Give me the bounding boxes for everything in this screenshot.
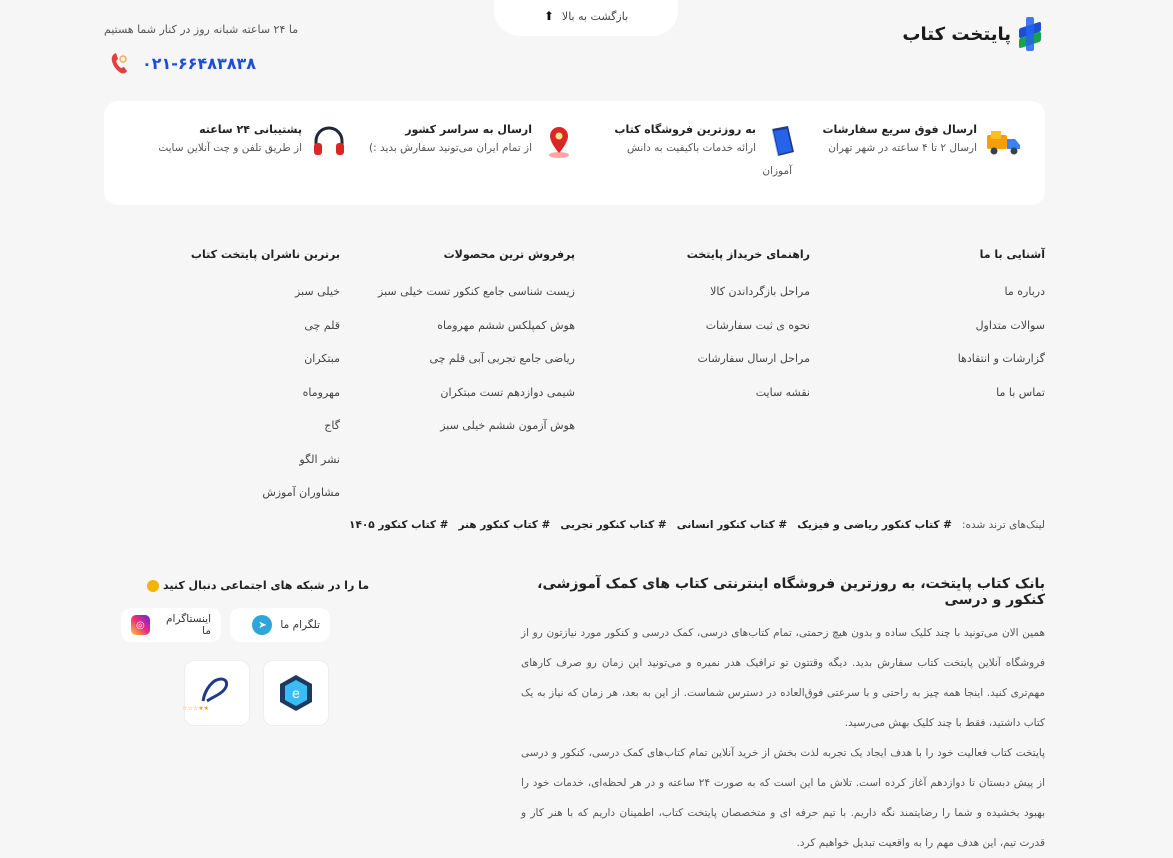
footer-link[interactable]: قلم چی <box>304 318 340 332</box>
trending-links <box>349 519 1045 531</box>
footer-link[interactable]: مراحل بازگرداندن کالا <box>710 285 810 298</box>
footer-link[interactable]: ریاضی جامع تجربی آبی قلم چی <box>429 352 575 365</box>
feature-updated-store <box>614 123 802 177</box>
instagram-icon: ◎ <box>131 615 150 635</box>
enamad-trust-badge[interactable] <box>263 660 329 726</box>
trending-tag[interactable]: # کتاب کنکور تجربی <box>560 519 667 531</box>
footer-link[interactable]: گاج <box>324 419 340 432</box>
footer-link[interactable]: خیلی سبز <box>294 285 340 298</box>
footer-col-bestsellers <box>378 248 575 443</box>
instagram-button[interactable] <box>121 608 221 642</box>
features-box <box>104 101 1045 205</box>
social-title <box>147 579 369 592</box>
footer-col-about <box>958 248 1045 409</box>
social-title-text: ما را در شبکه های اجتماعی دنبال کنید <box>163 579 370 592</box>
samandehi-logo-icon <box>182 673 239 713</box>
trending-tag[interactable]: # کتاب کنکور ریاضی و فیزیک <box>797 519 952 531</box>
feature-desc-cont: آموزان <box>762 165 792 177</box>
footer-link[interactable]: مهروماه <box>302 385 340 399</box>
headphones-icon <box>310 123 348 161</box>
footer-link[interactable]: مشاوران آموزش <box>262 486 340 499</box>
footer-link[interactable]: مراحل ارسال سفارشات <box>697 352 810 365</box>
footer-col-publishers <box>191 248 340 510</box>
phone-number: ۰۲۱-۶۶۴۸۳۸۳۸ <box>142 53 257 73</box>
feature-nationwide <box>369 123 578 161</box>
trending-tag[interactable]: # کتاب کنکور ۱۴۰۵ <box>349 519 449 531</box>
book-icon <box>764 123 802 161</box>
truck-icon <box>985 123 1023 161</box>
col-title: برترین ناشران پایتخت کتاب <box>190 248 340 261</box>
col-title: راهنمای خریداز پایتخت <box>686 248 810 261</box>
feature-title: پشتیبانی ۲۴ ساعته <box>199 123 302 136</box>
back-to-top-label: بازگشت به بالا <box>561 9 629 23</box>
trending-label: لینک‌های ترند شده: <box>961 519 1045 531</box>
feature-desc: ارسال ۲ تا ۴ ساعته در شهر تهران <box>828 142 977 154</box>
arrow-up-icon: ⬆ <box>543 9 554 23</box>
about-paragraph: همین الان می‌تونید با چند کلیک ساده و بدون هیچ زحمتی، تمام کتاب‌های درسی، کمک درسی و کنکور مورد نیازتون رو از فروشگاه آنلاین پایتخت کتاب سفارش بدید. دیگه وقتتون تو ترافیک هدر نمیره و می‌تونید این زمان رو صرف کارهای مهم‌تری کنید. اینجا همه چیز به راحتی و با سرعتی فوق‌العاده در دسترس شماست. از این به بعد، هر زمان که نیاز به یک کتاب داشتید، فقط با چند کلیک بهش می‌رسید. <box>521 627 1045 729</box>
footer-link[interactable]: هوش آزمون ششم خیلی سبز <box>440 419 575 432</box>
feature-title: ارسال به سراسر کشور <box>405 123 532 136</box>
phone-link[interactable] <box>110 50 256 76</box>
footer-link[interactable]: سوالات متداول <box>975 318 1045 332</box>
col-title: آشنایی با ما <box>979 248 1045 261</box>
footer-link[interactable]: هوش کمپلکس ششم مهروماه <box>437 318 575 332</box>
location-pin-icon <box>540 123 578 161</box>
logo-text: پایتخت کتاب <box>902 23 1011 45</box>
footer-link[interactable]: نقشه سایت <box>755 385 810 399</box>
footer-link[interactable]: گزارشات و انتقادها <box>957 352 1045 365</box>
about-section <box>521 576 1045 858</box>
footer-link[interactable]: مبتکران <box>304 352 340 365</box>
footer-link[interactable]: نحوه ی ثبت سفارشات <box>705 318 810 332</box>
svg-text:★★☆☆☆: ★★☆☆☆ <box>182 706 209 712</box>
site-logo[interactable] <box>902 17 1045 51</box>
feature-desc: از تمام ایران می‌تونید سفارش بدید :) <box>369 142 532 154</box>
footer-link[interactable]: نشر الگو <box>299 452 340 466</box>
ecommerce-seal-icon <box>276 673 316 713</box>
trending-tag[interactable]: # کتاب کنکور هنر <box>458 519 551 531</box>
footer-link[interactable]: درباره ما <box>1004 285 1045 298</box>
about-title: بانک کتاب پایتخت، به روزترین فروشگاه اینترنتی کتاب های کمک آموزشی، کنکور و درسی <box>537 576 1045 608</box>
footer-link[interactable]: تماس با ما <box>996 385 1045 399</box>
feature-fast-delivery <box>822 123 1023 161</box>
footer-link[interactable]: شیمی دوازدهم تست مبتکران <box>440 385 575 399</box>
svg-text:e: e <box>292 685 300 701</box>
feature-title: ارسال فوق سریع سفارشات <box>822 123 977 136</box>
feature-title: به روزترین فروشگاه کتاب <box>614 123 756 136</box>
logo-mark-icon <box>1017 17 1045 51</box>
footer-col-guide <box>687 248 810 409</box>
about-paragraph: پایتخت کتاب فعالیت خود را با هدف ایجاد یک تجربه لذت بخش از خرید آنلاین تمام کتاب‌های کمک درسی، کنکور و درسی از پیش دبستان تا دوازدهم آغاز کرده است. تلاش ما این است که به صورت ۲۴ ساعته و در هر لحظه‌ای، خدمات خود را بهبود بخشیده و شما را رضایتمند نگه داریم. با تیم حرفه ای و متخصصان پایتخت کتاب، اطمینان داریم که با هنر کار و قدرت تیم، این هدف مهم را به واقعیت تبدیل خواهیم کرد. <box>521 747 1045 849</box>
phone-icon <box>110 50 132 76</box>
feature-support <box>158 123 348 161</box>
feature-desc: ارائه خدمات باکیفیت به دانش <box>626 142 756 154</box>
feature-desc: از طریق تلفن و چت آنلاین سایت <box>158 142 302 154</box>
telegram-button[interactable] <box>230 608 330 642</box>
telegram-label: تلگرام ما <box>280 619 320 631</box>
back-to-top-button[interactable] <box>494 0 678 36</box>
samandehi-badge[interactable] <box>184 660 250 726</box>
footer-link[interactable]: زیست شناسی جامع کنکور تست خیلی سبز <box>378 285 575 298</box>
telegram-icon: ➤ <box>252 615 272 635</box>
support-text: ما ۲۴ ساعته شبانه روز در کنار شما هستیم <box>104 23 299 36</box>
instagram-label: اینستاگرام ما <box>166 613 211 637</box>
col-title: پرفروش ترین محصولات <box>443 248 575 261</box>
trending-tag[interactable]: # کتاب کنکور انسانی <box>676 519 788 531</box>
smile-emoji-icon <box>147 580 159 592</box>
